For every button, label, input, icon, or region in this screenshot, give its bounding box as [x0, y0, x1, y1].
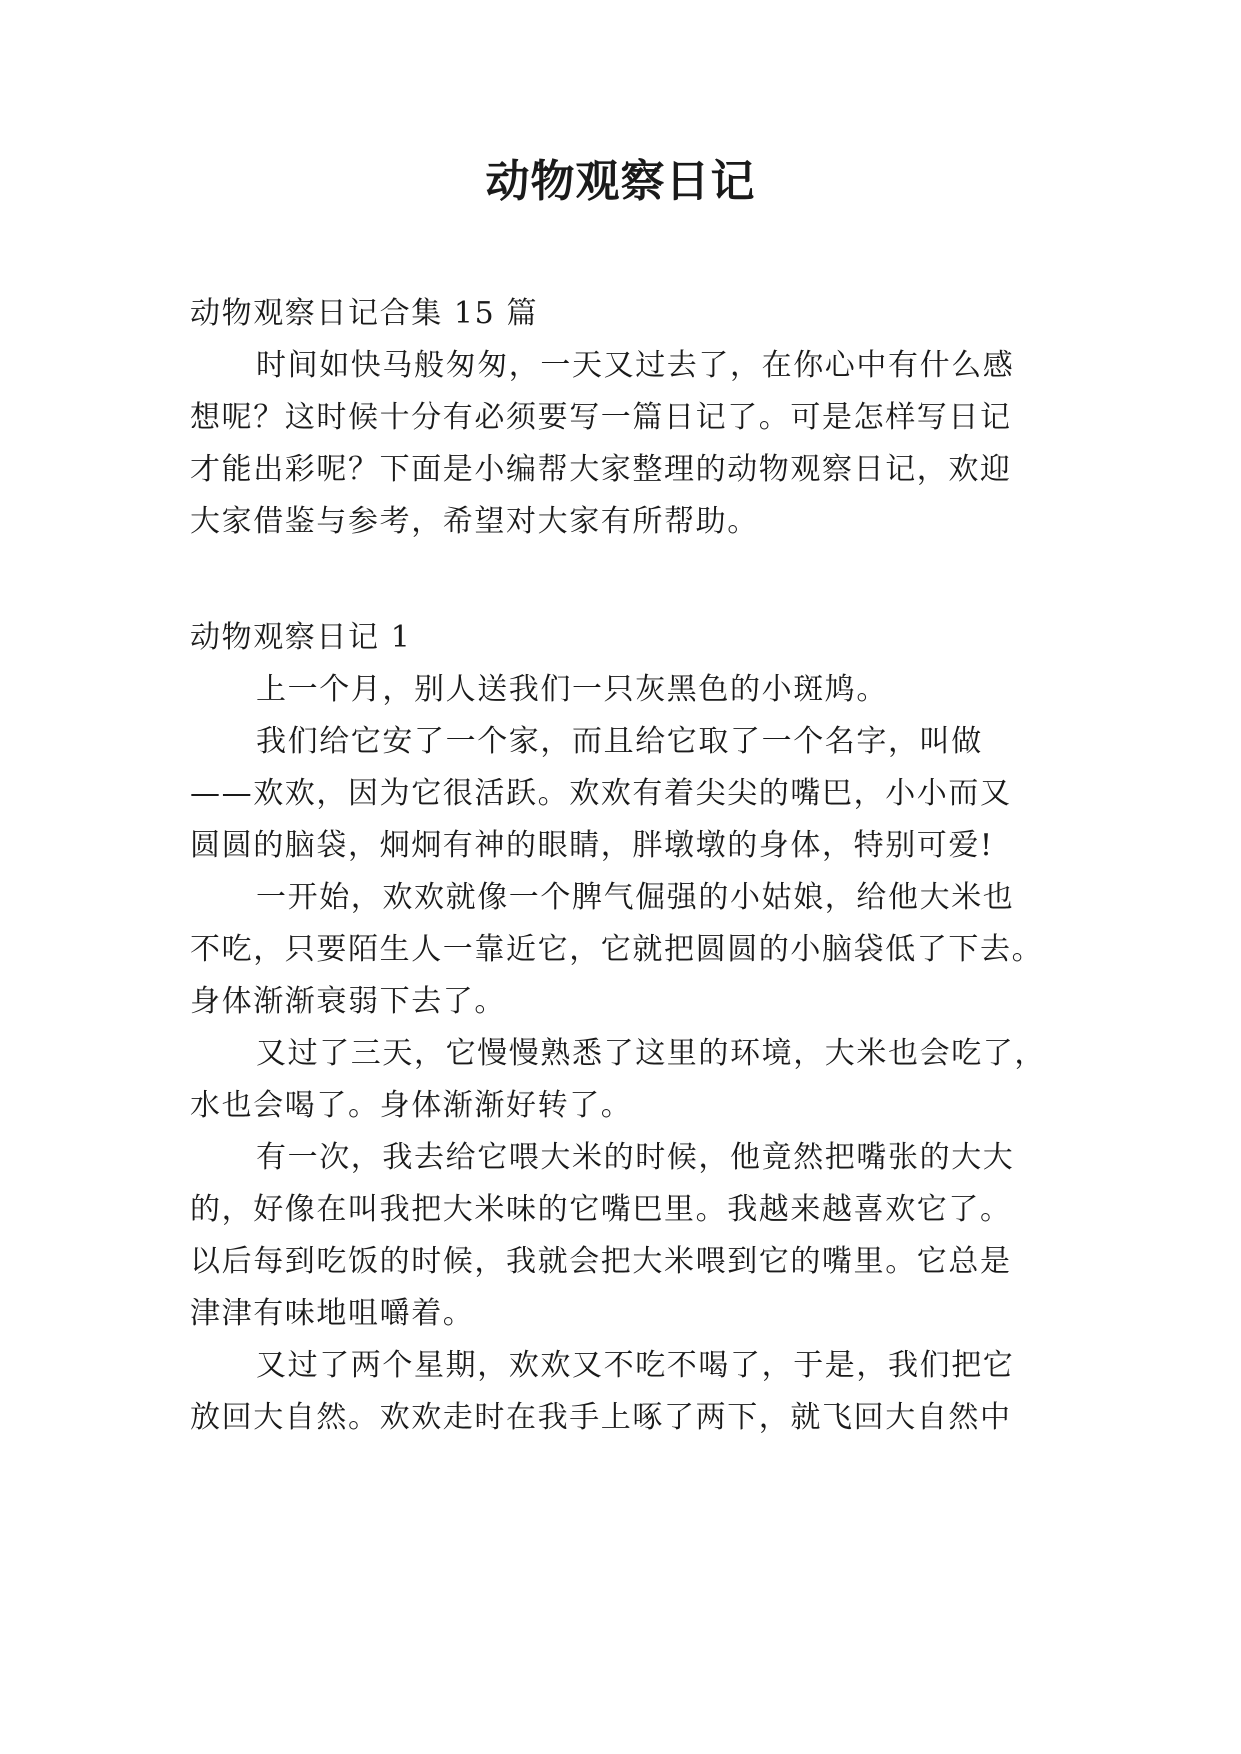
text-line: 身体渐渐衰弱下去了。: [190, 984, 506, 1019]
paragraph: [190, 1028, 1060, 1132]
paragraph: [190, 1132, 1060, 1340]
section-spacer: [190, 548, 1060, 612]
paragraph: [190, 664, 1060, 716]
paragraph: [190, 716, 1060, 872]
text-line: 又过了两个星期，欢欢又不吃不喝了，于是，我们把它: [256, 1348, 1015, 1383]
text-line: 水也会喝了。身体渐渐好转了。: [190, 1088, 633, 1123]
section-heading: 动物观察日记 1: [190, 620, 412, 655]
text-line: 以后每到吃饭的时候，我就会把大米喂到它的嘴里。它总是: [190, 1244, 1012, 1279]
paragraph: [190, 872, 1060, 1028]
intro-paragraph: [190, 340, 1060, 548]
document-body: [190, 288, 1060, 1444]
text-line: 又过了三天，它慢慢熟悉了这里的环境，大米也会吃了，: [256, 1036, 1046, 1071]
collection-heading: 动物观察日记合集 15 篇: [190, 296, 539, 331]
text-line: 有一次，我去给它喂大米的时候，他竟然把嘴张的大大: [256, 1140, 1015, 1175]
text-line: 想呢？这时候十分有必须要写一篇日记了。可是怎样写日记: [190, 400, 1012, 435]
document-title: 动物观察日记: [485, 156, 756, 207]
text-line: 我们给它安了一个家，而且给它取了一个名字，叫做: [256, 724, 983, 759]
text-line: 津津有味地咀嚼着。: [190, 1296, 475, 1331]
paragraph: [190, 1340, 1060, 1444]
text-line: 圆圆的脑袋，炯炯有神的眼睛，胖墩墩的身体，特别可爱!: [190, 828, 994, 863]
text-line: 时间如快马般匆匆，一天又过去了，在你心中有什么感: [256, 348, 1015, 383]
text-line: 上一个月，别人送我们一只灰黑色的小斑鸠。: [256, 672, 888, 707]
text-line: 的，好像在叫我把大米味的它嘴巴里。我越来越喜欢它了。: [190, 1192, 1012, 1227]
text-line: 一开始，欢欢就像一个脾气倔强的小姑娘，给他大米也: [256, 880, 1015, 915]
text-line: 才能出彩呢？下面是小编帮大家整理的动物观察日记，欢迎: [190, 452, 1012, 487]
text-line: 大家借鉴与参考，希望对大家有所帮助。: [190, 504, 759, 539]
text-line: ——欢欢，因为它很活跃。欢欢有着尖尖的嘴巴，小小而又: [190, 776, 1012, 811]
text-line: 不吃，只要陌生人一靠近它，它就把圆圆的小脑袋低了下去。: [190, 932, 1044, 967]
text-line: 放回大自然。欢欢走时在我手上啄了两下，就飞回大自然中: [190, 1400, 1012, 1435]
